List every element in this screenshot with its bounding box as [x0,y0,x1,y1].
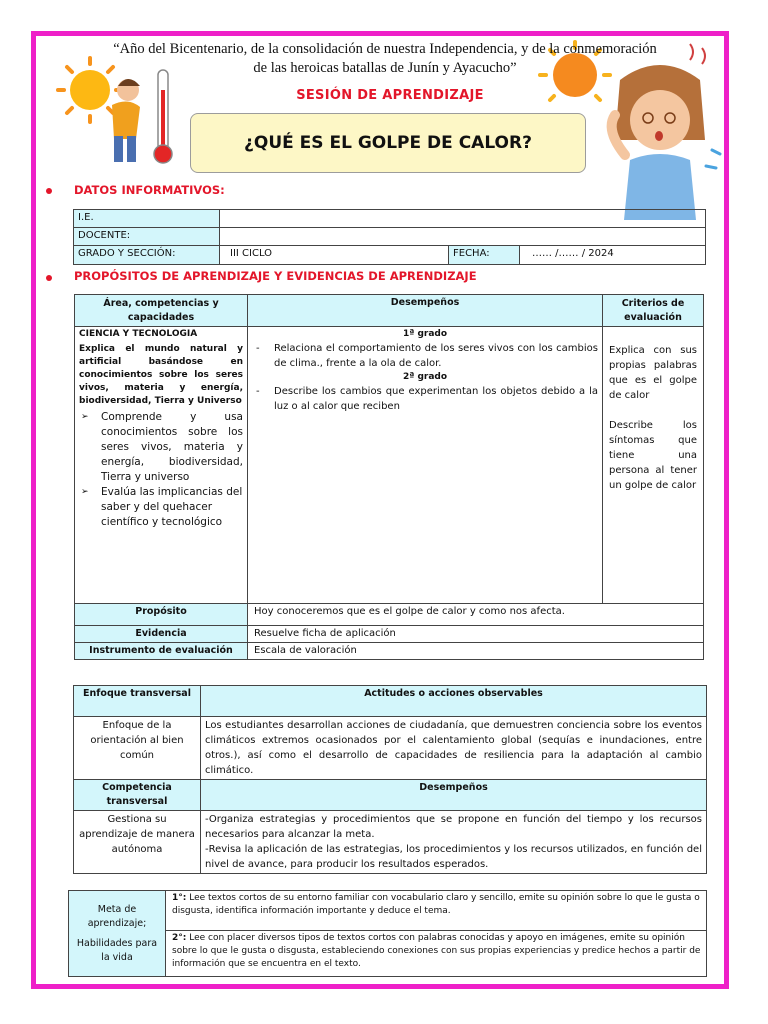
motto-line-2: de las heroicas batallas de Junín y Ayacucho” [253,60,517,76]
actitudes-header: Actitudes o acciones observables [201,686,707,717]
datos-table [73,209,706,265]
evidencia-label: Evidencia [75,626,248,643]
meta-grado-2-text: Lee con placer diversos tipos de textos cortos con palabras conocidas y apoyo en imágenes, emite su opinión sobre lo que le gusta o disgusta, estableciendo conexiones con sus propias experiencias y predice hechos a partir de información que se encuentra en el texto. [172,933,701,969]
instrumento-label: Instrumento de evaluación [75,643,248,660]
fecha-label: FECHA: [449,246,520,265]
meta-label: Meta de aprendizaje; [87,903,147,929]
meta-grado-1-text: Lee textos cortos de su entorno familiar con vocabulario claro y sencillo, emite su opinión sobre lo que le gusta o disgusta, identifica información importante y deduce el tema. [172,893,700,916]
proposito-label: Propósito [75,604,248,626]
competencia-text: Explica el mundo natural y artificial basándose en conocimientos sobre los seres vivos, materia y energía, biodiversidad, Tierra y Universo [79,344,243,406]
fecha-value: …… /…… / 2024 [520,246,706,265]
docente-value [220,228,706,246]
session-title-box [190,113,586,173]
area-cell [75,327,248,604]
proposito-value: Hoy conoceremos que es el golpe de calor y como nos afecta. [248,604,704,626]
ie-label: I.E. [74,210,220,228]
desempeno-grado-1: - Relaciona el comportamiento de los seres vivos con los cambios de clima., frente a la ola de calor. [252,341,598,371]
desempenos-transversal-header: Desempeños [201,780,707,811]
meta-table [68,890,707,977]
desempeno-grado-2: - Describe los cambios que experimentan los objetos debido a la luz o al calor que reciben [252,384,598,414]
grado-1-label: 1ª grado [402,329,448,339]
meta-grado-1 [166,891,707,931]
competencias-table [74,294,704,660]
desempeno-transversal-2: -Revisa la aplicación de las estrategias, los procedimientos y los recursos utilizados, en función del nivel de avance, para producir los resultados esperados. [205,844,702,870]
year-motto [90,40,680,78]
motto-line-1: “Año del Bicentenario, de la consolidación de nuestra Independencia, y de la conmemoración [113,41,657,57]
competencia-transversal-name: Gestiona su aprendizaje de manera autónoma [74,811,201,874]
competencia-transversal-header: Competencia transversal [74,780,201,811]
section-datos-title: DATOS INFORMATIVOS: [74,183,225,197]
enfoque-table [73,685,707,874]
enfoque-header: Enfoque transversal [74,686,201,717]
enfoque-name: Enfoque de la orientación al bien común [74,717,201,780]
desempenos-transversal-cell [201,811,707,874]
instrumento-value: Escala de valoración [248,643,704,660]
capacidad-item: ➢ Comprende y usa conocimientos sobre los seres vivos, materia y energía, biodiversidad, Tierra y universo [79,410,243,485]
bullet-icon [46,188,52,194]
header-desempenos: Desempeños [248,295,603,327]
header-area: Área, competencias y capacidades [75,295,248,327]
criterios-cell [603,327,704,604]
page-title: ¿QUÉ ES EL GOLPE DE CALOR? [244,133,532,153]
meta-label-cell [69,891,166,977]
thermometer-icon [154,70,172,163]
docente-label: DOCENTE: [74,228,220,246]
grado-label: GRADO Y SECCIÓN: [74,246,220,265]
grado-value: III CICLO [220,246,449,265]
evidencia-value: Resuelve ficha de aplicación [248,626,704,643]
ie-value [220,210,706,228]
desempenos-cell [248,327,603,604]
meta-grado-2 [166,931,707,977]
header-criterios: Criterios de evaluación [603,295,704,327]
meta-grado-2-label: 2°: [172,933,187,943]
section-propositos-title: PROPÓSITOS DE APRENDIZAJE Y EVIDENCIAS DE APRENDIZAJE [74,269,477,283]
capacidad-item: ➢ Evalúa las implicancias del saber y del quehacer científico y tecnológico [79,485,243,530]
area-name: CIENCIA Y TECNOLOGIA [79,329,198,339]
capacidades-list [79,410,243,530]
criterio-1: Explica con sus propias palabras que es el golpe de calor [609,345,697,401]
bullet-icon [46,275,52,281]
actitudes-text: Los estudiantes desarrollan acciones de ciudadanía, que demuestren conciencia sobre los eventos climáticos extremos ocasionados por el calentamiento global (sequías e inundaciones, entre otros.), así como el desarrollo de capacidades de resiliencia para la adaptación al cambio climático. [201,717,707,780]
desempeno-transversal-1: -Organiza estrategias y procedimientos que se propone en función del tiempo y los recursos necesarios para alcanzar la meta. [205,814,702,840]
habilidades-label: Habilidades para la vida [76,937,158,963]
criterio-2: Describe los síntomas que tiene una persona al tener un golpe de calor [609,420,697,491]
grado-2-label: 2ª grado [402,372,448,382]
session-label: SESIÓN DE APRENDIZAJE [296,88,484,103]
meta-grado-1-label: 1°: [172,893,187,903]
